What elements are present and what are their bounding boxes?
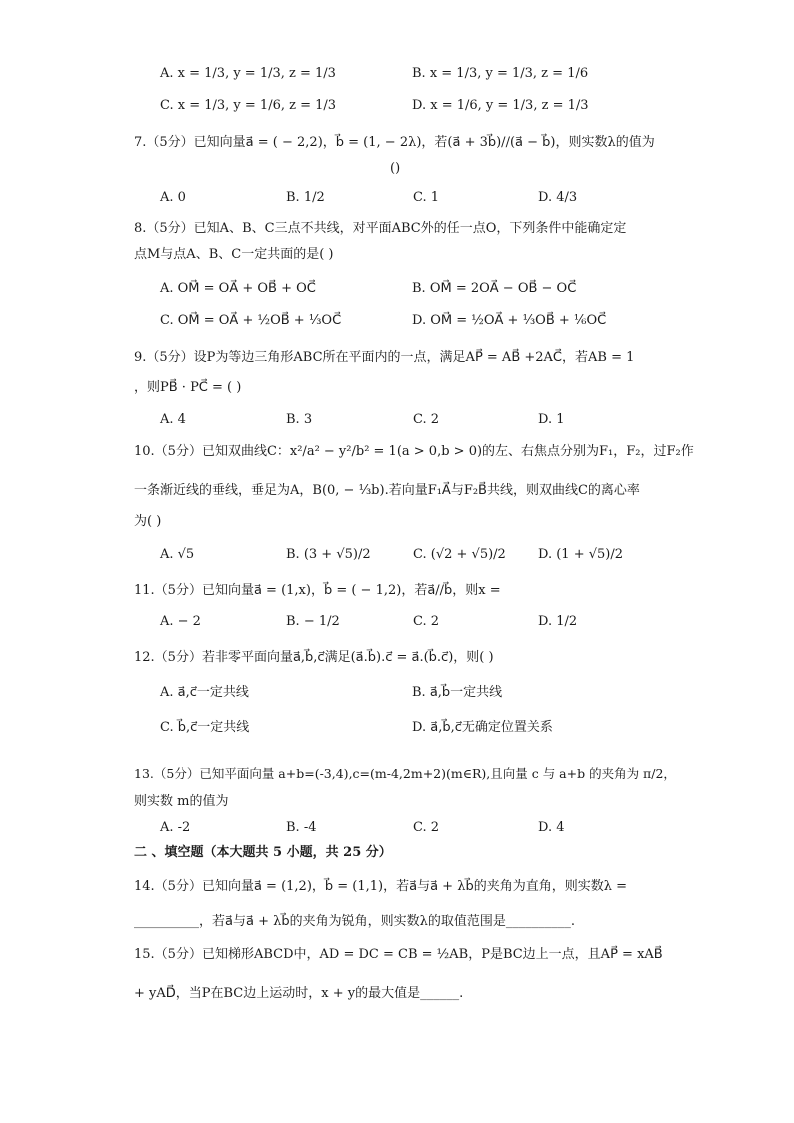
q9-option-d: D. 1	[538, 412, 565, 427]
q13-option-a: A. -2	[160, 820, 191, 835]
q13-option-b: B. -4	[286, 820, 317, 835]
q8-stem-cont: 点M与点A、B、C一定共面的是( )	[134, 247, 334, 262]
q13-stem: 13.（5分）已知平面向量 a+b=(-3,4),c=(m-4,2m+2)(m∈R),且向量 c 与 a+b 的夹角为 π/2，	[134, 766, 676, 781]
q9-stem-cont: ，则PB⃗ · PC⃗ = ( )	[134, 380, 242, 395]
q8-option-c: C. OM⃗ = OA⃗ + ½OB⃗ + ⅓OC⃗	[160, 313, 342, 328]
q12-stem: 12.（5分）若非零平面向量a⃗,b⃗,c⃗满足(a⃗.b⃗).c⃗ = a⃗.(b⃗.c⃗)，则( )	[134, 650, 494, 665]
q10-stem: 10.（5分）已知双曲线C：x²/a² − y²/b² = 1(a > 0,b > 0)的左、右焦点分别为F₁，F₂，过F₂作	[134, 444, 694, 459]
q9-option-b: B. 3	[286, 412, 313, 427]
q11-option-a: A. − 2	[160, 614, 201, 629]
q11-option-b: B. − 1/2	[286, 614, 340, 629]
q7-option-d: D. 4/3	[538, 190, 578, 205]
q13-option-d: D. 4	[538, 820, 565, 835]
q10-stem-cont: 一条渐近线的垂线，垂足为A，B(0, − ⅓b).若向量F₁A⃗与F₂B⃗共线，则双曲线C的离心率	[134, 483, 640, 498]
q15-stem: 15.（5分）已知梯形ABCD中，AD = DC = CB = ½AB，P是BC边上一点，且AP⃗ = xAB⃗	[134, 947, 663, 962]
q11-stem: 11.（5分）已知向量a⃗ = (1,x)，b⃗ = ( − 1,2)，若a⃗//b⃗，则x =	[134, 583, 501, 598]
q8-option-b: B. OM⃗ = 2OA⃗ − OB⃗ − OC⃗	[412, 281, 577, 296]
q10-option-b: B. (3 + √5)/2	[286, 547, 371, 562]
q10-option-c: C. (√2 + √5)/2	[413, 547, 506, 562]
q8-stem: 8.（5分）已知A、B、C三点不共线，对平面ABC外的任一点O，下列条件中能确定定	[134, 221, 627, 236]
section-title-fill-in: 二 、填空题（本大题共 5 小题，共 25 分）	[134, 845, 392, 860]
q8-option-d: D. OM⃗ = ½OA⃗ + ⅓OB⃗ + ⅙OC⃗	[412, 313, 607, 328]
q11-option-d: D. 1/2	[538, 614, 578, 629]
q10-option-a: A. √5	[160, 547, 195, 562]
q9-option-c: C. 2	[413, 412, 440, 427]
q10-stem-end: 为( )	[134, 514, 162, 529]
q6-option-b: B. x = 1/3, y = 1/3, z = 1/6	[412, 66, 589, 81]
q7-option-a: A. 0	[160, 190, 186, 205]
q6-option-d: D. x = 1/6, y = 1/3, z = 1/3	[412, 98, 589, 113]
q9-option-a: A. 4	[160, 412, 186, 427]
q12-option-c: C. b⃗,c⃗一定共线	[160, 720, 250, 735]
q7-option-c: C. 1	[413, 190, 440, 205]
q13-stem-cont: 则实数 m的值为	[134, 794, 229, 809]
q6-option-a: A. x = 1/3, y = 1/3, z = 1/3	[160, 66, 336, 81]
q14-stem-cont: __________，若a⃗与a⃗ + λb⃗的夹角为锐角，则实数λ的取值范围是__________.	[134, 914, 575, 929]
q8-option-a: A. OM⃗ = OA⃗ + OB⃗ + OC⃗	[160, 281, 316, 296]
q7-stem-cont: ()	[390, 161, 401, 176]
q9-stem: 9.（5分）设P为等边三角形ABC所在平面内的一点，满足AP⃗ = AB⃗ +2AC⃗，若AB = 1	[134, 350, 635, 365]
q12-option-b: B. a⃗,b⃗一定共线	[412, 685, 503, 700]
q7-stem: 7.（5分）已知向量a⃗ = ( − 2,2)，b⃗ = (1, − 2λ)，若(a⃗ + 3b⃗)//(a⃗ − b⃗)，则实数λ的值为	[134, 135, 655, 150]
q12-option-a: A. a⃗,c⃗一定共线	[160, 685, 249, 700]
q10-option-d: D. (1 + √5)/2	[538, 547, 624, 562]
q7-option-b: B. 1/2	[286, 190, 325, 205]
q15-stem-cont: + yAD⃗，当P在BC边上运动时，x + y的最大值是______.	[134, 986, 464, 1001]
q6-option-c: C. x = 1/3, y = 1/6, z = 1/3	[160, 98, 337, 113]
q12-option-d: D. a⃗,b⃗,c⃗无确定位置关系	[412, 720, 553, 735]
q14-stem: 14.（5分）已知向量a⃗ = (1,2)，b⃗ = (1,1)，若a⃗与a⃗ + λb⃗的夹角为直角，则实数λ =	[134, 879, 627, 894]
q11-option-c: C. 2	[413, 614, 440, 629]
q13-option-c: C. 2	[413, 820, 440, 835]
